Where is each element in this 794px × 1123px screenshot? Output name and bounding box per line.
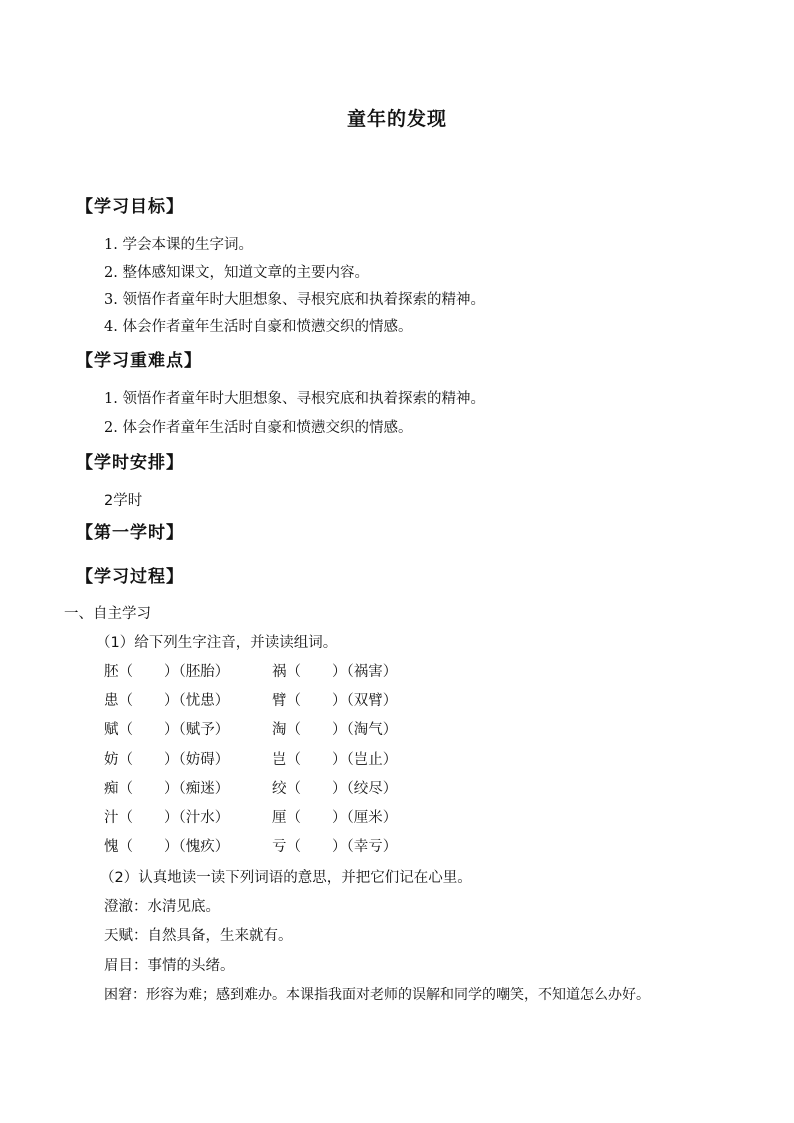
- char-entry: 汁（ ）（汁水）: [104, 810, 230, 826]
- char-entry: 妨（ ）（妨碍）: [104, 752, 230, 768]
- char-entry: 痴（ ）（痴迷）: [104, 781, 230, 797]
- definition-item: 天赋：自然具备，生来就有。: [104, 928, 293, 944]
- char-entry: 愧（ ）（愧疚）: [104, 839, 230, 855]
- definition-item: 困窘：形容为难；感到难办。本课指我面对老师的误解和同学的嘲笑，不知道怎么办好。: [104, 987, 650, 1003]
- first-period-heading: 【第一学时】: [76, 523, 184, 543]
- char-entry: 胚（ ）（胚胎）: [104, 664, 230, 680]
- char-entry: 岂（ ）（岂止）: [272, 752, 398, 768]
- char-entry: 绞（ ）（绞尽）: [272, 781, 398, 797]
- goal-item-1: 1. 学会本课的生字词。: [104, 237, 253, 253]
- char-entry: 臂（ ）（双臂）: [272, 693, 398, 709]
- goal-item-4: 4. 体会作者童年生活时自豪和愤懑交织的情感。: [104, 319, 413, 335]
- char-entry: 淘（ ）（淘气）: [272, 722, 398, 738]
- goal-item-2: 2. 整体感知课文，知道文章的主要内容。: [104, 265, 369, 281]
- page-title: 童年的发现: [346, 108, 447, 130]
- task2-instruction: （2）认真地读一读下列词语的意思，并把它们记在心里。: [100, 870, 472, 886]
- key-point-item-1: 1. 领悟作者童年时大胆想象、寻根究底和执着探索的精神。: [104, 391, 485, 407]
- part1-title: 一、自主学习: [64, 606, 151, 622]
- char-entry: 赋（ ）（赋予）: [104, 722, 230, 738]
- definition-item: 澄澈：水清见底。: [104, 899, 220, 915]
- task1-instruction: （1）给下列生字注音，并读读组词。: [96, 635, 338, 651]
- schedule-heading: 【学时安排】: [76, 453, 184, 473]
- char-entry: 患（ ）（忧患）: [104, 693, 230, 709]
- char-entry: 亏（ ）（幸亏）: [272, 839, 398, 855]
- schedule-text: 2学时: [104, 493, 143, 509]
- key-points-heading: 【学习重难点】: [76, 351, 202, 371]
- char-entry: 祸（ ）（祸害）: [272, 664, 398, 680]
- char-entry: 厘（ ）（厘米）: [272, 810, 398, 826]
- definition-item: 眉目：事情的头绪。: [104, 958, 235, 974]
- goal-item-3: 3. 领悟作者童年时大胆想象、寻根究底和执着探索的精神。: [104, 292, 485, 308]
- process-heading: 【学习过程】: [76, 567, 184, 587]
- goals-heading: 【学习目标】: [76, 197, 184, 217]
- key-point-item-2: 2. 体会作者童年生活时自豪和愤懑交织的情感。: [104, 420, 413, 436]
